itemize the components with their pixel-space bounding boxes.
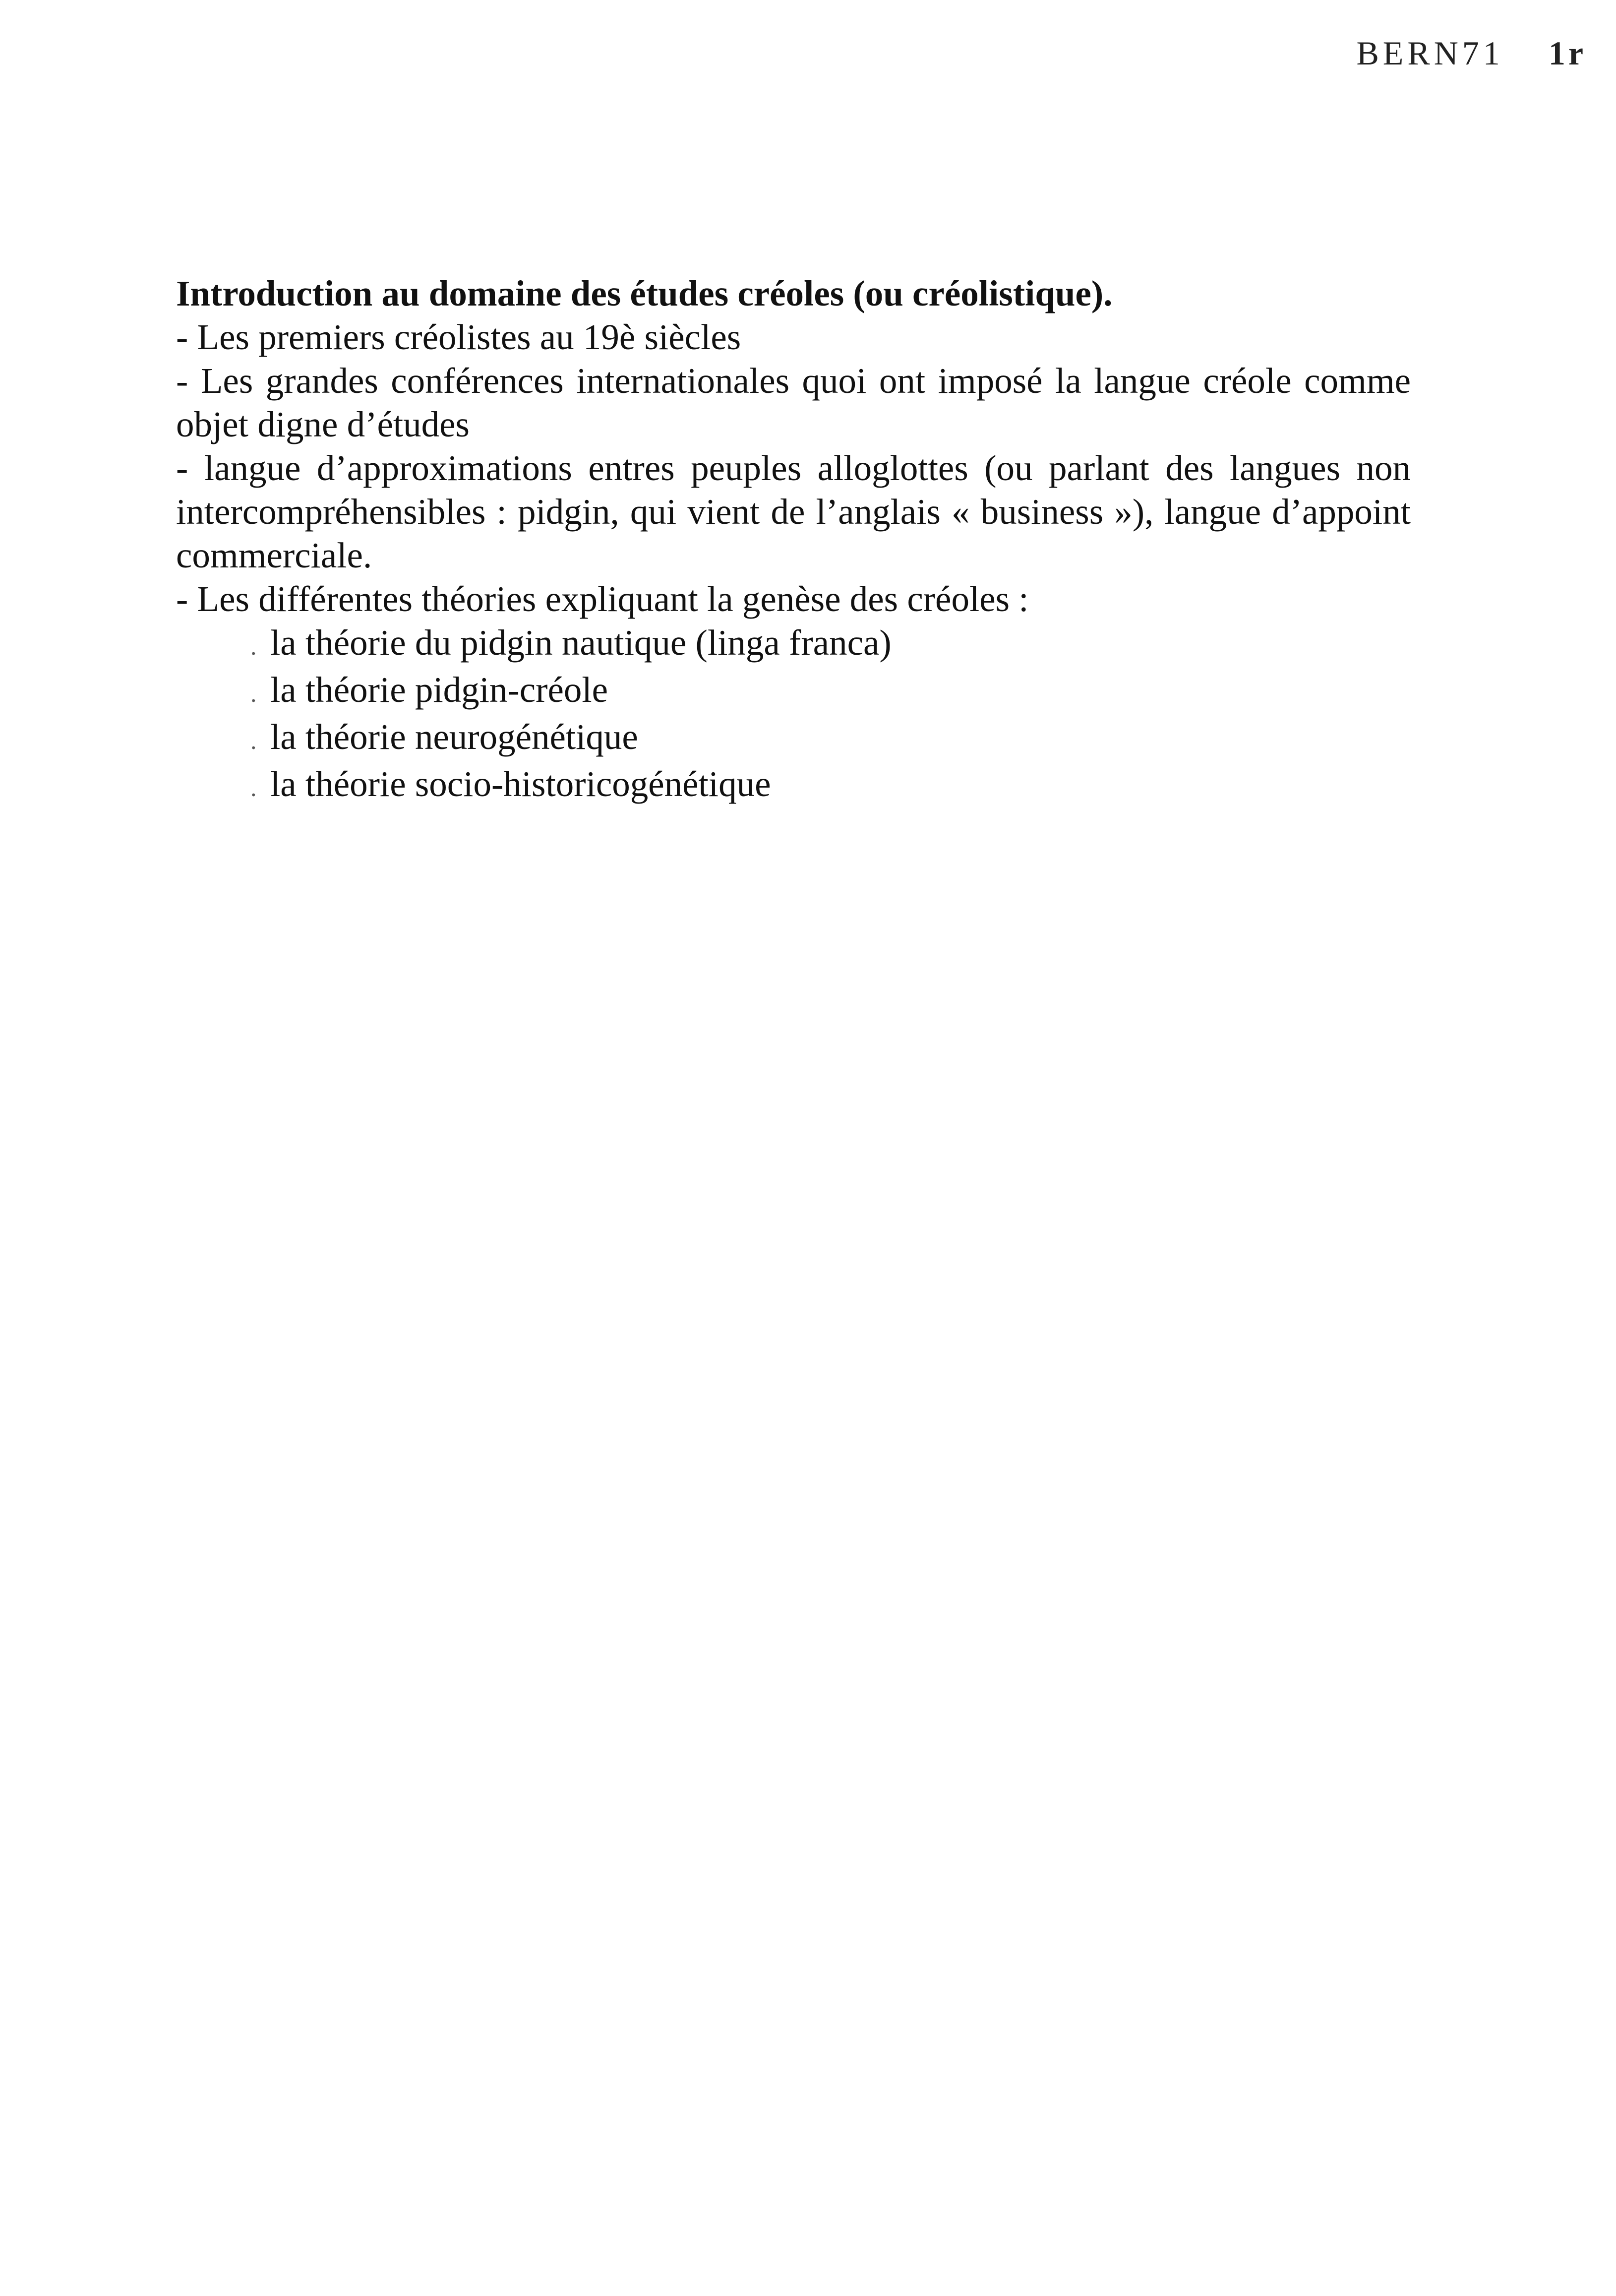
list-item: - Les différentes théories expliquant la genèse des créoles : (176, 579, 1029, 619)
document-body (176, 272, 1411, 809)
bullet-mark: . (250, 727, 257, 754)
list-item: - langue d’approximations entres peuples alloglottes (ou parlant des langues non intercompréhensibles : pidgin, qui vient de l’anglais « business »), langue d’appoint commerciale. (176, 448, 1411, 575)
theory-item (176, 621, 1411, 668)
theory-item (176, 762, 1411, 809)
theory-label: la théorie du pidgin nautique (linga franca) (270, 622, 892, 663)
theories-list (176, 621, 1411, 809)
theory-label: la théorie neurogénétique (270, 717, 638, 757)
document-code: BERN71 (1356, 34, 1504, 72)
bullet-mark: . (250, 680, 257, 707)
page-header (1356, 34, 1586, 73)
folio-number: 1r (1548, 34, 1586, 72)
bullet-mark: . (250, 774, 257, 802)
list-item: - Les grandes conférences internationales quoi ont imposé la langue créole comme objet digne d’études (176, 361, 1411, 444)
theory-label: la théorie pidgin-créole (270, 670, 608, 710)
theory-item (176, 715, 1411, 762)
document-title: Introduction au domaine des études créoles (ou créolistique). (176, 273, 1113, 313)
list-item: - Les premiers créolistes au 19è siècles (176, 317, 741, 357)
bullet-mark: . (250, 632, 257, 660)
theory-label: la théorie socio-historicogénétique (270, 764, 771, 804)
theory-item (176, 668, 1411, 715)
